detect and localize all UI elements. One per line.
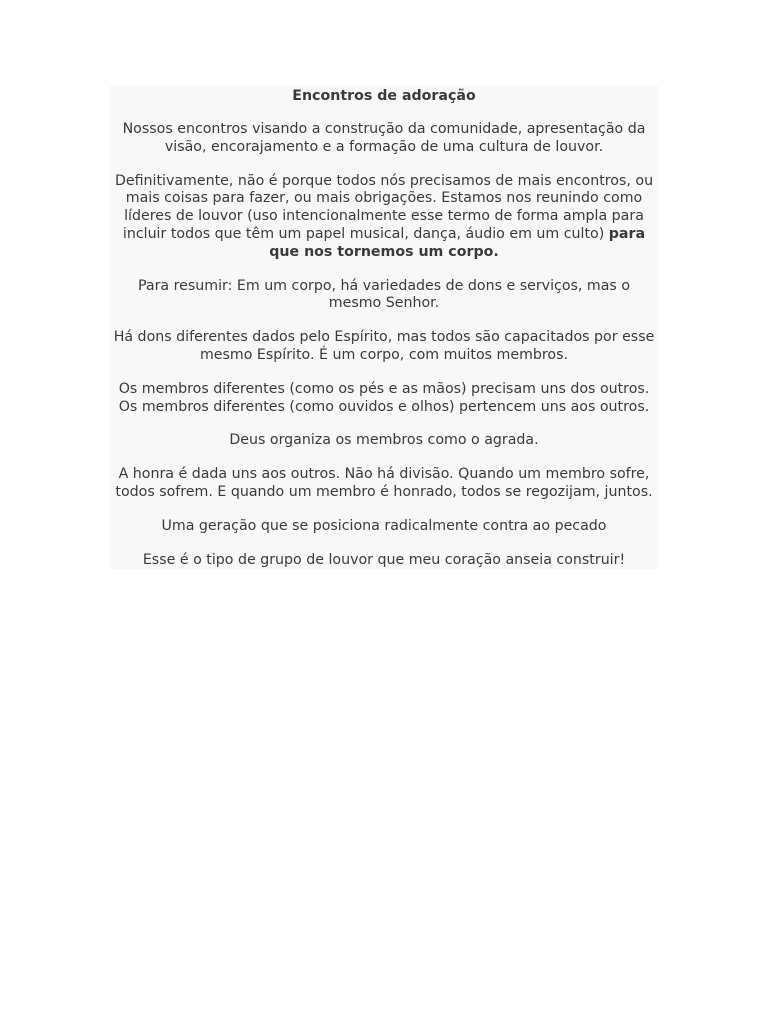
paragraph-purpose <box>110 173 658 262</box>
paragraph-purpose-emphasis: para que nos tornemos um corpo. <box>269 225 646 260</box>
document-title: Encontros de adoração <box>292 88 476 104</box>
paragraph-closing: Esse é o tipo de grupo de louvor que meu coração anseia construir! <box>142 551 626 568</box>
paragraph-generation: Uma geração que se posiciona radicalmente contra ao pecado <box>161 517 607 534</box>
paragraph-intro: Nossos encontros visando a construção da comunidade, apresentação da visão, encorajamento e a formação de uma cultura de louvor. <box>122 121 646 155</box>
document-panel <box>110 86 658 569</box>
paragraph-honor: A honra é dada uns aos outros. Não há divisão. Quando um membro sofre, todos sofrem. E quando um membro é honrado, todos se regozijam, juntos. <box>115 466 653 500</box>
paragraph-gifts: Há dons diferentes dados pelo Espírito, mas todos são capacitados por esse mesmo Espírito. É um corpo, com muitos membros. <box>113 329 655 363</box>
paragraph-members: Os membros diferentes (como os pés e as mãos) precisam uns dos outros. Os membros diferentes (como ouvidos e olhos) pertencem uns aos outros. <box>118 380 650 415</box>
paragraph-god-organizes: Deus organiza os membros como o agrada. <box>229 432 539 449</box>
paragraph-purpose-text: Definitivamente, não é porque todos nós precisamos de mais encontros, ou mais coisas para fazer, ou mais obrigações. Estamos nos reunindo como líderes de louvor (uso intencionalmente esse termo de forma ampla para incluir todos que têm um papel musical, dança, áudio em um culto) <box>114 172 654 242</box>
paragraph-summary: Para resumir: Em um corpo, há variedades de dons e serviços, mas o mesmo Senhor. <box>137 277 631 312</box>
